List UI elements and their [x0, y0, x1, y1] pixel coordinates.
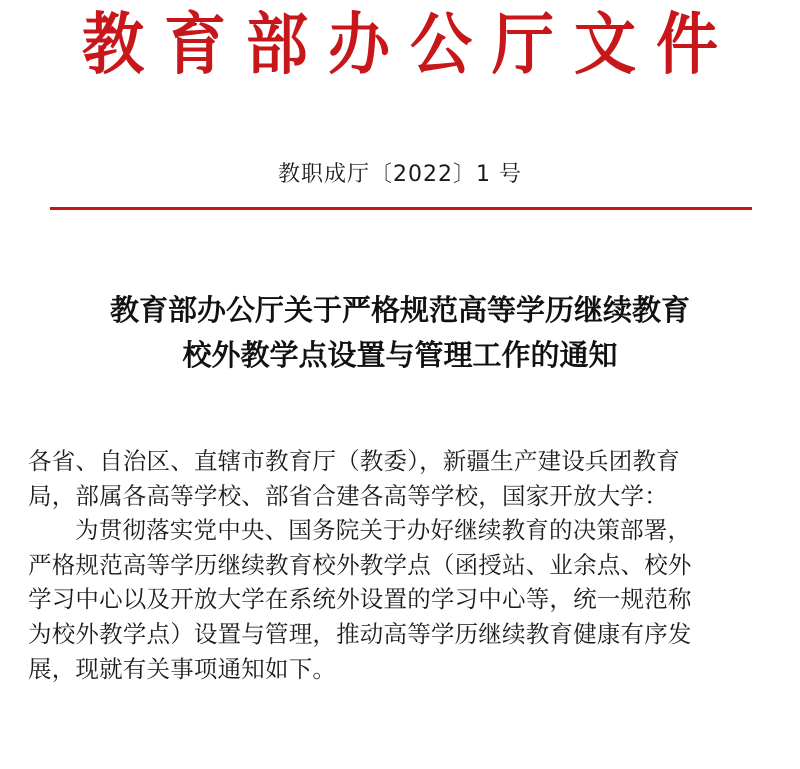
body-line: 严格规范高等学历继续教育校外教学点（函授站、业余点、校外 — [28, 550, 692, 579]
document-body — [28, 444, 780, 686]
body-line: 学习中心以及开放大学在系统外设置的学习中心等，统一规范称 — [28, 585, 692, 614]
document-title — [20, 288, 780, 378]
red-divider-line — [50, 207, 752, 210]
body-line: 为校外教学点）设置与管理，推动高等学历继续教育健康有序发 — [28, 619, 692, 648]
body-line: 各省、自治区、直辖市教育厅（教委），新疆生产建设兵团教育 — [28, 447, 680, 475]
document-title-line-2: 校外教学点设置与管理工作的通知 — [182, 338, 618, 372]
document-number: 教职成厅〔2022〕1 号 — [278, 162, 522, 187]
body-line: 展，现就有关事项通知如下。 — [28, 654, 337, 683]
body-line: 为贯彻落实党中央、国务院关于办好继续教育的决策部署， — [75, 516, 692, 545]
body-line: 局，部属各高等学校、部省合建各高等学校，国家开放大学： — [28, 481, 668, 510]
document-title-line-1: 教育部办公厅关于严格规范高等学历继续教育 — [109, 293, 690, 327]
masthead-title: 教育部办公厅文件 — [81, 5, 738, 84]
